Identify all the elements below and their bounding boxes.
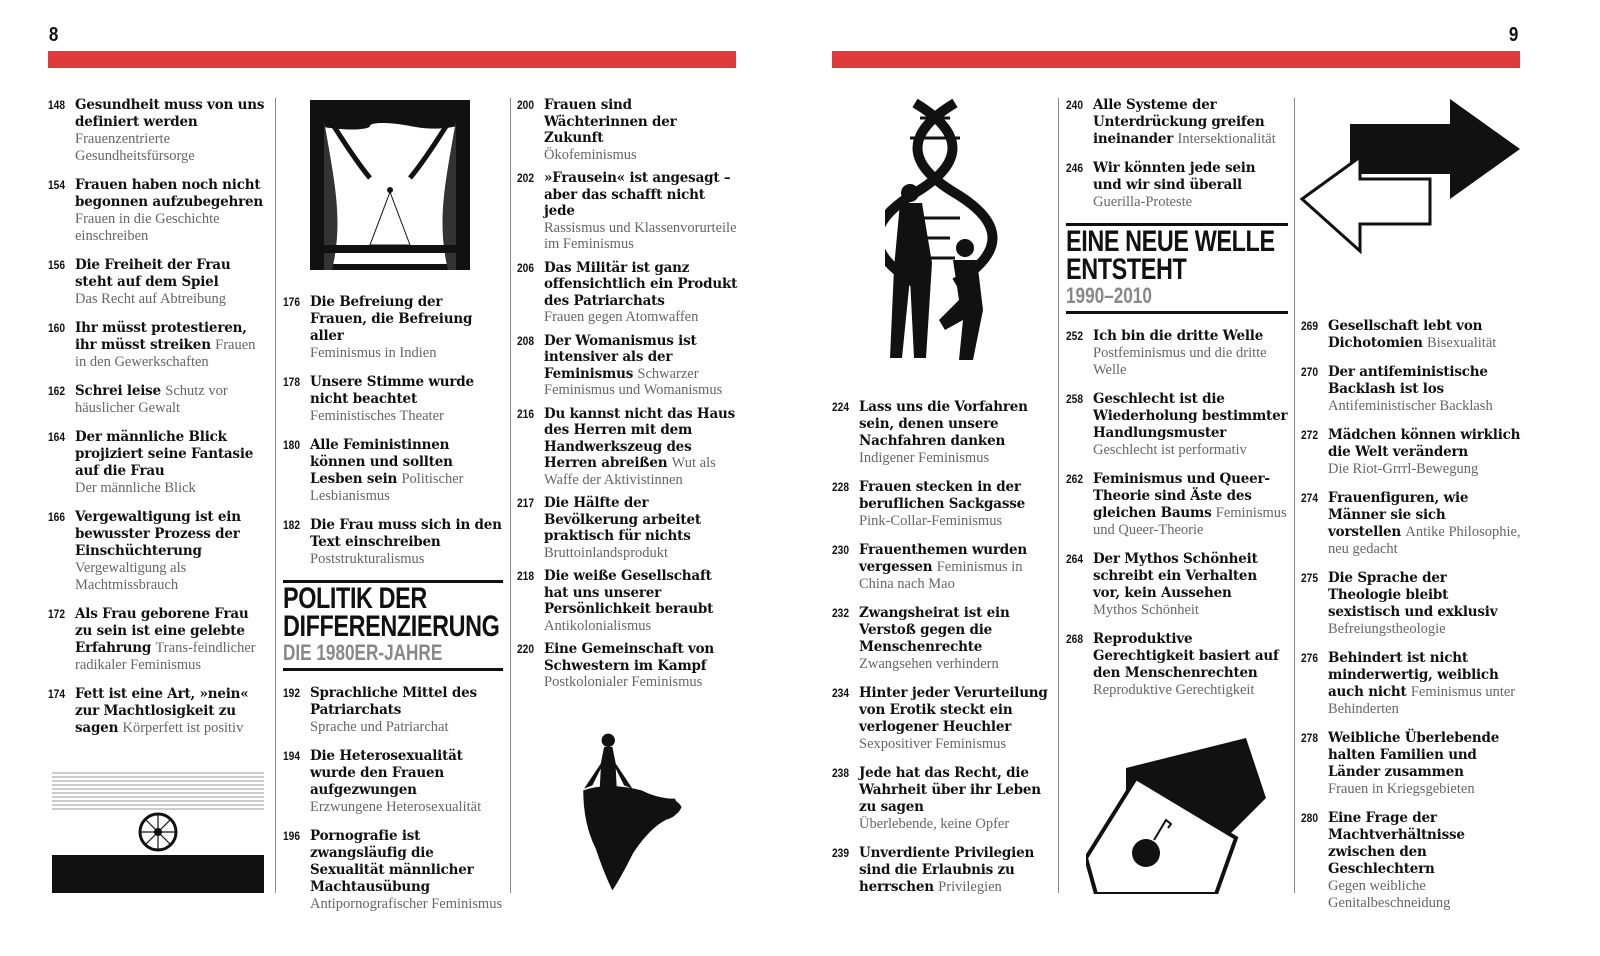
toc-entry-subtitle: Politischer Lesbianismus [310,471,464,504]
toc-entry-subtitle: Feminismus in Indien [310,345,437,361]
toc-entry-title: Gesundheit muss von uns definiert werden [75,97,265,130]
toc-entry[interactable] [1066,631,1288,699]
red-header-bar-left [48,51,736,68]
toc-entry-subtitle: Feminismus in China nach Mao [859,559,1023,592]
toc-entry[interactable] [1066,97,1288,148]
toc-page-number: 278 [1301,731,1319,745]
toc-page-number: 220 [517,642,535,656]
toc-page-number: 166 [48,510,66,524]
toc-column-1 [48,97,270,749]
toc-page-number: 148 [48,98,66,112]
toc-entry[interactable] [48,383,270,417]
toc-entry[interactable] [48,97,270,165]
toc-entry-title: Du kannst nicht das Haus des Herren mit dem Handwerkszeug des Herren abreißen [544,405,736,471]
toc-entry-title: Alle Systeme der Unterdrückung greifen ineinander [1093,97,1265,147]
toc-entry-title: Schrei leise [75,383,161,399]
toc-entry[interactable] [283,748,503,816]
toc-page-number: 234 [832,686,850,700]
toc-page-number: 216 [517,406,535,421]
toc-entry[interactable] [283,828,503,913]
toc-entry-title: Frauen sind Wächterinnen der Zukunft [544,97,677,146]
toc-entry[interactable] [832,399,1054,467]
toc-entry[interactable] [48,177,270,245]
toc-entry-title: Lass uns die Vorfahren sein, denen unsere Nachfahren danken [859,399,1028,449]
red-header-bar-right [832,51,1520,68]
toc-entry[interactable] [48,686,270,737]
toc-entry-title: Jede hat das Recht, die Wahrheit über ihr Leben zu sagen [859,765,1041,815]
toc-entry[interactable] [1301,570,1523,638]
ballot-hand-illustration [1086,738,1266,894]
toc-entry-title: Fett ist eine Art, »nein« zur Machtlosigkeit zu sagen [75,686,249,736]
toc-entry[interactable] [517,333,739,399]
toc-entry-subtitle: Poststrukturalismus [310,551,425,567]
toc-page-number: 246 [1066,161,1084,175]
toc-entry-title: Ihr müsst protestieren, ihr müsst streiken [75,320,247,353]
section-subtitle: DIE 1980ER-JAHRE [283,640,443,665]
page-number-left: 8 [48,24,59,46]
toc-page-number: 258 [1066,392,1084,406]
toc-page-number: 162 [48,384,66,398]
toc-entry[interactable] [1301,490,1523,558]
toc-entry-title: Unsere Stimme wurde nicht beachtet [310,374,474,407]
toc-entry-title: Frauenthemen wurden vergessen [859,542,1028,575]
toc-page-number: 230 [832,543,850,557]
toc-entry-subtitle: Antike Philosophie, neu gedacht [1328,524,1521,557]
toc-entry-title: Eine Frage der Machtverhältnisse zwischen den Geschlechtern [1328,810,1465,877]
toc-entry[interactable] [517,406,739,489]
toc-page-number: 176 [283,295,301,309]
toc-entry[interactable] [283,517,503,568]
toc-column-2 [283,294,503,925]
toc-entry[interactable] [283,374,503,425]
toc-entry-title: Pornografie ist zwangsläufig die Sexualität männlicher Machtausübung [310,828,474,895]
toc-entry-title: Die weiße Gesellschaft hat uns unserer Persönlichkeit beraubt [544,568,714,617]
section-subtitle: 1990–2010 [1066,283,1152,308]
section-title-line1: POLITIK DER [283,582,427,615]
toc-page-number: 192 [283,686,301,700]
toc-entry-subtitle: Intersektionalität [1177,131,1276,147]
toc-entry[interactable] [48,320,270,371]
toc-page-number: 269 [1301,319,1319,333]
toc-page-number: 238 [832,766,850,780]
toc-entry-subtitle: Sprache und Patriarchat [310,719,449,735]
toc-page-number: 160 [48,321,66,335]
toc-entry[interactable] [1066,160,1288,211]
toc-entry[interactable] [1301,650,1523,718]
column-divider [1058,98,1059,893]
toc-entry-subtitle: Antikolonialismus [544,617,652,634]
toc-page-number: 272 [1301,428,1319,442]
toc-page-number: 182 [283,518,301,532]
toc-entry-title: Unverdiente Privilegien sind die Erlaubnis zu herrschen [859,845,1035,895]
toc-entry-subtitle: Feminismus und Queer-Theorie [1093,505,1287,538]
toc-entry-subtitle: Bisexualität [1427,335,1497,351]
toc-entry-subtitle: Die Riot-Grrrl-Bewegung [1328,461,1479,477]
toc-entry-title: Frauen haben noch nicht begonnen aufzubegehren [75,177,264,210]
toc-page-number: 264 [1066,552,1084,566]
toc-entry[interactable] [283,437,503,505]
toc-entry-title: Die Heterosexualität wurde den Frauen aufgezwungen [310,748,463,798]
toc-entry-subtitle: Feministisches Theater [310,408,444,424]
toc-page-number: 217 [517,496,535,510]
toc-entry-subtitle: Zwangsehen verhindern [859,656,999,672]
toc-entry-title: Ich bin die dritte Welle [1093,328,1264,344]
toc-entry-subtitle: Privilegien [938,879,1002,895]
india-flag-illustration [52,771,264,893]
toc-entry-title: Geschlecht ist die Wiederholung bestimmter Handlungsmuster [1093,391,1288,441]
toc-entry-title: Eine Gemeinschaft von Schwestern im Kampf [544,641,715,674]
toc-entry-subtitle: Schutz vor häuslicher Gewalt [75,383,228,416]
toc-page-number: 200 [517,98,535,112]
toc-entry[interactable] [1301,318,1523,352]
toc-page-number: 156 [48,258,66,272]
toc-entry-subtitle: Antipornografischer Feminismus [310,896,503,912]
double-arrow-illustration [1300,99,1520,259]
toc-page-number: 280 [1301,811,1319,825]
toc-column-3 [517,97,739,698]
toc-entry-title: Der Womanismus ist intensiver als der Feminismus [544,332,697,382]
toc-entry[interactable] [48,509,270,594]
toc-entry-subtitle: Ökofeminismus [544,146,637,163]
toc-page-number: 270 [1301,365,1319,379]
toc-entry-title: Feminismus und Queer-Theorie sind Äste des gleichen Baums [1093,471,1270,521]
toc-entry-subtitle: Frauen gegen Atomwaffen [544,309,699,325]
toc-page-number: 164 [48,430,66,444]
toc-entry-subtitle: Wut als Waffe der Aktivistinnen [544,455,716,488]
toc-entry-subtitle: Frauen in den Gewerkschaften [75,337,256,370]
toc-entry[interactable] [1301,810,1523,912]
toc-page-number: 252 [1066,329,1084,343]
toc-page-number: 228 [832,480,850,494]
toc-entry-title: Behindert ist nicht minderwertig, weiblich auch nicht [1328,650,1499,700]
toc-page-number: 208 [517,333,535,348]
toc-entry-title: Die Freiheit der Frau steht auf dem Spiel [75,257,231,290]
toc-page-number: 262 [1066,472,1084,486]
toc-entry[interactable] [48,606,270,674]
toc-entry[interactable] [283,294,503,362]
toc-page-number: 224 [832,400,850,414]
toc-page-number: 180 [283,438,301,452]
toc-entry-subtitle: Guerilla-Proteste [1093,194,1193,210]
toc-entry-title: Mädchen können wirklich die Welt verändern [1328,427,1521,460]
toc-entry-subtitle: Postkolonialer Feminismus [544,674,703,690]
page-number-right: 9 [1508,24,1519,46]
toc-entry[interactable] [283,685,503,736]
toc-entry-subtitle: Sexpositiver Feminismus [859,736,1007,752]
toc-entry[interactable] [517,641,739,691]
toc-page-number: 196 [283,829,301,843]
toc-page-number: 174 [48,687,66,701]
toc-entry[interactable] [1066,328,1288,379]
toc-entry-subtitle: Bruttoinlandsprodukt [544,544,669,561]
toc-entry-subtitle: Überlebende, keine Opfer [859,816,1010,832]
toc-entry-subtitle: Postfeminismus und die dritte Welle [1093,345,1267,378]
toc-entry[interactable] [1066,471,1288,539]
toc-page-number: 218 [517,569,535,583]
toc-entry-title: Der antifeministische Backlash ist los [1328,364,1488,397]
toc-entry-title: Vergewaltigung ist ein bewusster Prozess der Einschüchterung [75,509,241,559]
toc-entry[interactable] [48,257,270,308]
toc-entry-title: Gesellschaft lebt von Dichotomien [1328,318,1483,351]
toc-page-number: 172 [48,607,66,621]
toc-entry[interactable] [517,568,739,634]
toc-entry[interactable] [1066,391,1288,459]
section-header-politik [283,580,503,671]
toc-entry-title: Das Militär ist ganz offensichtlich ein Produkt des Patriarchats [544,259,738,309]
toc-entry-title: Der männliche Blick projiziert seine Fantasie auf die Frau [75,429,254,479]
toc-entry-subtitle: Antifeministischer Backlash [1328,398,1493,414]
toc-entry[interactable] [832,605,1054,673]
toc-entry-title: »Frausein« ist angesagt – aber das schafft nicht jede [544,170,731,219]
column-divider [275,98,276,893]
toc-entry[interactable] [517,97,739,163]
toc-entry-title: Zwangsheirat ist ein Verstoß gegen die Menschenrechte [859,605,1010,655]
toc-entry[interactable] [1301,427,1523,478]
toc-entry-title: Als Frau geborene Frau zu sein ist eine gelebte Erfahrung [75,606,249,656]
toc-entry-subtitle: Indigener Feminismus [859,450,990,466]
toc-entry[interactable] [832,765,1054,833]
toc-entry-title: Die Befreiung der Frauen, die Befreiung aller [310,294,473,344]
toc-entry-subtitle: Befreiungstheologie [1328,621,1446,637]
toc-entry-subtitle: Pink-Collar-Feminismus [859,513,1003,529]
toc-page-number: 154 [48,178,66,192]
toc-page-number: 206 [517,260,535,275]
toc-page-number: 268 [1066,632,1084,646]
toc-entry[interactable] [832,845,1054,896]
toc-entry-title: Die Frau muss sich in den Text einschreiben [310,517,502,550]
dna-figures-illustration [885,98,1000,366]
toc-page-number: 202 [517,171,535,185]
toc-page-number: 274 [1301,491,1319,505]
toc-page-number: 239 [832,846,850,860]
toc-entry-title: Sprachliche Mittel des Patriarchats [310,685,477,718]
toc-column-4 [832,399,1054,908]
toc-column-6 [1301,318,1523,924]
toc-entry-title: Der Mythos Schönheit schreibt ein Verhalten vor, kein Aussehen [1093,551,1258,601]
toc-entry[interactable] [517,170,739,253]
toc-entry[interactable] [832,479,1054,530]
toc-entry-title: Alle Feministinnen können und sollten Lesben sein [310,437,453,487]
section-title-line2: ENTSTEHT [1066,253,1187,286]
toc-page-number: 178 [283,375,301,389]
toc-page-number: 276 [1301,651,1319,665]
toc-page-number: 232 [832,606,850,620]
toc-entry[interactable] [1066,551,1288,619]
toc-entry-subtitle: Trans-feindlicher radikaler Feminismus [75,640,256,673]
theater-stage-illustration [310,100,470,270]
toc-entry[interactable] [1301,730,1523,798]
toc-entry-title: Wir könnten jede sein und wir sind überall [1093,160,1256,193]
toc-entry-subtitle: Gegen weibliche Genitalbeschneidung [1328,878,1451,911]
toc-entry-subtitle: Vergewaltigung als Machtmissbrauch [75,560,187,593]
toc-column-5 [1066,97,1288,711]
toc-entry-title: Reproduktive Gerechtigkeit basiert auf den Menschenrechten [1093,631,1279,681]
toc-entry[interactable] [517,495,739,561]
toc-entry[interactable] [832,685,1054,753]
section-title-line2: DIFFERENZIERUNG [283,610,500,643]
toc-entry-title: Hinter jeder Verurteilung von Erotik steckt ein verlogener Heuchler [859,685,1048,735]
toc-entry-subtitle: Frauen in Kriegsgebieten [1328,781,1475,797]
toc-entry-title: Die Hälfte der Bevölkerung arbeitet praktisch für nichts [544,495,701,544]
toc-entry-title: Frauenfiguren, wie Männer sie sich vorstellen [1328,490,1469,540]
toc-entry-title: Die Sprache der Theologie bleibt sexistisch und exklusiv [1328,570,1498,620]
section-header-neue-welle [1066,223,1288,314]
toc-entry-subtitle: Das Recht auf Abtreibung [75,291,227,307]
toc-entry-subtitle: Geschlecht ist performativ [1093,442,1247,458]
toc-page-number: 275 [1301,571,1319,585]
toc-page-number: 240 [1066,98,1084,112]
toc-entry-subtitle: Körperfett ist positiv [122,720,244,736]
toc-page-number: 194 [283,749,301,763]
toc-entry-subtitle: Reproduktive Gerechtigkeit [1093,682,1255,698]
toc-entry-title: Weibliche Überlebende halten Familien und Länder zusammen [1328,730,1500,780]
toc-entry-subtitle: Mythos Schönheit [1093,602,1199,618]
toc-entry[interactable] [832,542,1054,593]
toc-entry-title: Frauen stecken in der beruflichen Sackgasse [859,479,1026,512]
toc-entry-subtitle: Erzwungene Heterosexualität [310,799,482,815]
toc-entry-subtitle: Feminismus unter Behinderten [1328,684,1516,717]
toc-entry-subtitle: Rassismus und Klassenvorurteile im Feminismus [544,219,737,252]
toc-entry-subtitle: Frauenzentrierte Gesundheitsfürsorge [75,131,195,164]
column-divider [1294,98,1295,893]
india-map-woman-illustration [562,732,692,892]
column-divider [510,98,511,893]
toc-entry[interactable] [517,260,739,326]
toc-entry-subtitle: Schwarzer Feminismus und Womanismus [544,365,723,398]
toc-entry[interactable] [48,429,270,497]
section-title-line1: EINE NEUE WELLE [1066,225,1275,258]
toc-entry-subtitle: Der männliche Blick [75,480,196,496]
toc-entry-subtitle: Frauen in die Geschichte einschreiben [75,211,220,244]
toc-entry[interactable] [1301,364,1523,415]
